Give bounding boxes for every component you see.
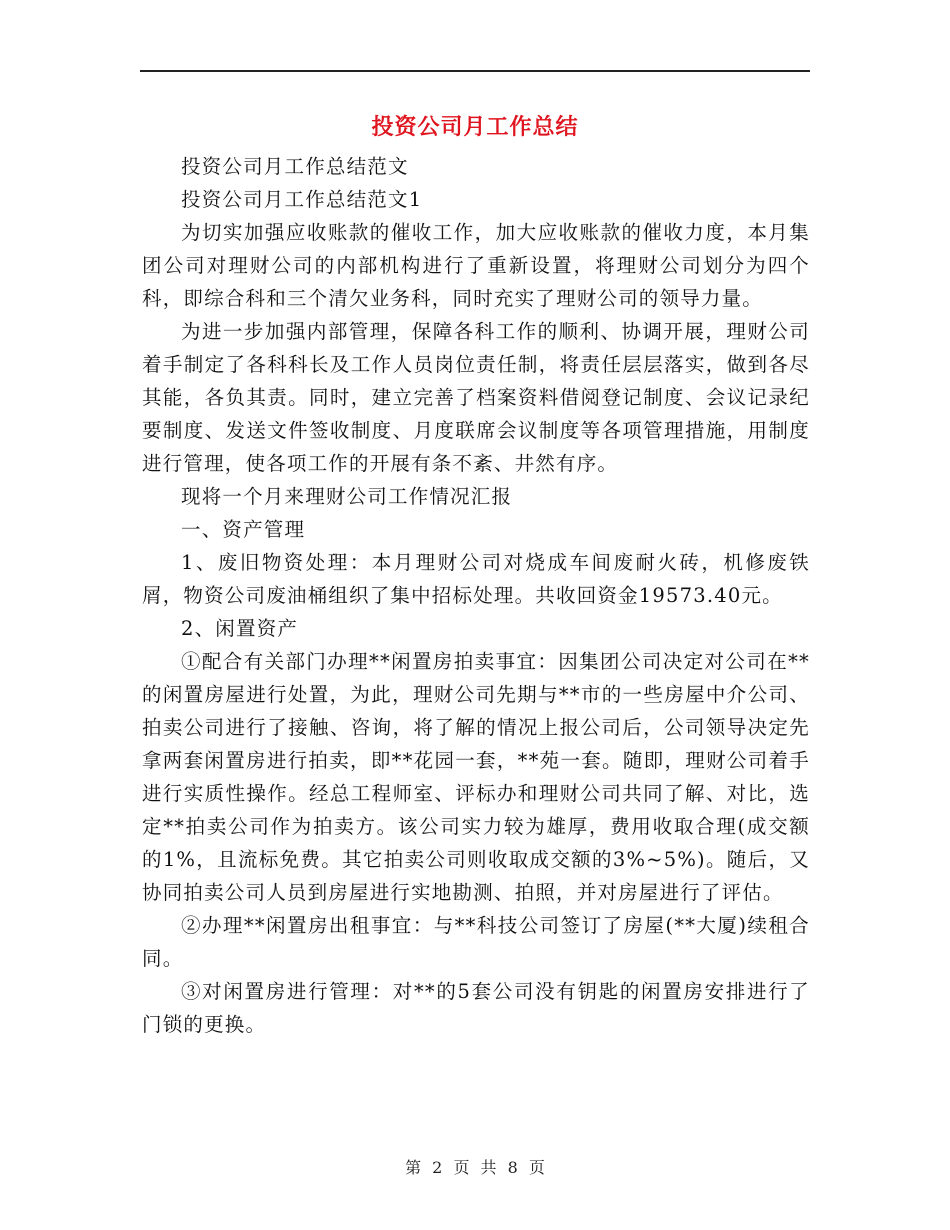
document-title: 投资公司月工作总结: [371, 114, 579, 140]
page-number: 第 2 页 共 8 页: [405, 1158, 545, 1177]
paragraph: 为进一步加强内部管理，保障各科工作的顺利、协调开展，理财公司着手制定了各科科长及工作人员岗位责任制，将责任层层落实，做到各尽其能，各负其责。同时，建立完善了档案资料借阅登记制度、会议记录纪要制度、发送文件签收制度、月度联席会议制度等各项管理措施，用制度进行管理，使各项工作的开展有条不紊、井然有序。: [142, 320, 810, 475]
paragraph: ②办理**闲置房出租事宜：与**科技公司签订了房屋(**大厦)续租合同。: [142, 914, 810, 970]
paragraph: 现将一个月来理财公司工作情况汇报: [181, 485, 513, 508]
paragraph: 为切实加强应收账款的催收工作，加大应收账款的催收力度，本月集团公司对理财公司的内部机构进行了重新设置，将理财公司划分为四个科，即综合科和三个清欠业务科，同时充实了理财公司的领导力量。: [142, 221, 810, 310]
document-body: [142, 150, 810, 1041]
paragraph: ①配合有关部门办理**闲置房拍卖事宜：因集团公司决定对公司在**的闲置房屋进行处置，为此，理财公司先期与**市的一些房屋中介公司、拍卖公司进行了接触、咨询，将了解的情况上报公司后，公司领导决定先拿两套闲置房进行拍卖，即**花园一套，**苑一套。随即，理财公司着手进行实质性操作。经总工程师室、评标办和理财公司共同了解、对比，选定**拍卖公司作为拍卖方。该公司实力较为雄厚，费用收取合理(成交额的1%，且流标免费。其它拍卖公司则收取成交额的3%~5%)。随后，又协同拍卖公司人员到房屋进行实地勘测、拍照，并对房屋进行了评估。: [142, 650, 810, 904]
paragraph: 1、废旧物资处理：本月理财公司对烧成车间废耐火砖，机修废铁屑，物资公司废油桶组织了集中招标处理。共收回资金19573.40元。: [142, 551, 810, 607]
subsection-heading: 2、闲置资产: [181, 617, 299, 640]
header-rule: [140, 70, 810, 72]
paragraph: ③对闲置房进行管理：对**的5套公司没有钥匙的闲置房安排进行了门锁的更换。: [142, 980, 810, 1036]
section-heading: 一、资产管理: [181, 518, 306, 541]
paragraph: 投资公司月工作总结范文: [181, 155, 409, 178]
paragraph: 投资公司月工作总结范文1: [181, 188, 423, 211]
